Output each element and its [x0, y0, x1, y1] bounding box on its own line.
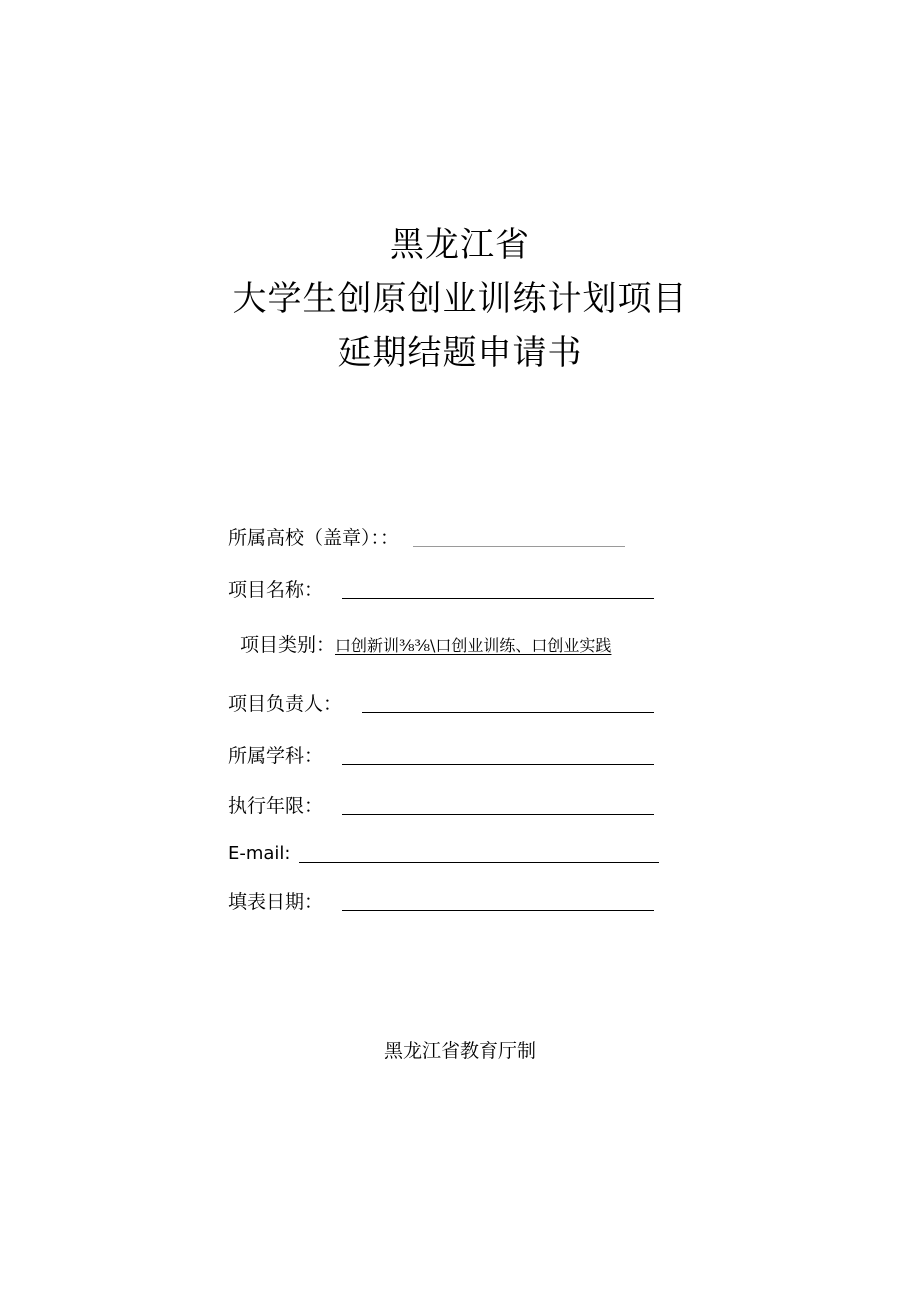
field-duration-label: 执行年限：	[228, 795, 324, 817]
field-email-label: E-mail:	[228, 843, 291, 864]
title-line-province: 黑龙江省	[390, 225, 530, 265]
field-fill-date	[228, 884, 654, 914]
field-email	[228, 836, 659, 866]
field-leader-line[interactable]	[362, 712, 654, 713]
field-discipline	[228, 738, 654, 768]
field-project-name-label: 项目名称：	[228, 579, 324, 601]
issuer-footer: 黑龙江省教育厅制	[383, 1040, 536, 1062]
title-line-form-name: 延期结题申请书	[337, 333, 583, 373]
field-category-label: 项目类别：	[240, 634, 336, 656]
field-email-line[interactable]	[299, 862, 659, 863]
field-school-line[interactable]	[413, 546, 625, 547]
field-discipline-label: 所属学科：	[228, 745, 324, 767]
field-school	[228, 520, 625, 550]
field-project-name	[228, 572, 654, 602]
field-fill-date-line[interactable]	[342, 910, 654, 911]
field-fill-date-label: 填表日期：	[228, 891, 324, 913]
field-category	[240, 630, 611, 657]
field-project-name-line[interactable]	[342, 598, 654, 599]
field-discipline-line[interactable]	[342, 764, 654, 765]
field-duration-line[interactable]	[342, 814, 654, 815]
document-title	[0, 218, 920, 380]
field-category-options[interactable]: 口创新训⅜⅜\口创业训练、口创业实践	[335, 636, 612, 655]
field-school-label: 所属高校（盖章）：：	[228, 527, 400, 549]
title-line-program: 大学生创原创业训练计划项目	[232, 279, 688, 319]
field-leader	[228, 686, 654, 716]
field-duration	[228, 788, 654, 818]
field-leader-label: 项目负责人：	[228, 693, 343, 715]
